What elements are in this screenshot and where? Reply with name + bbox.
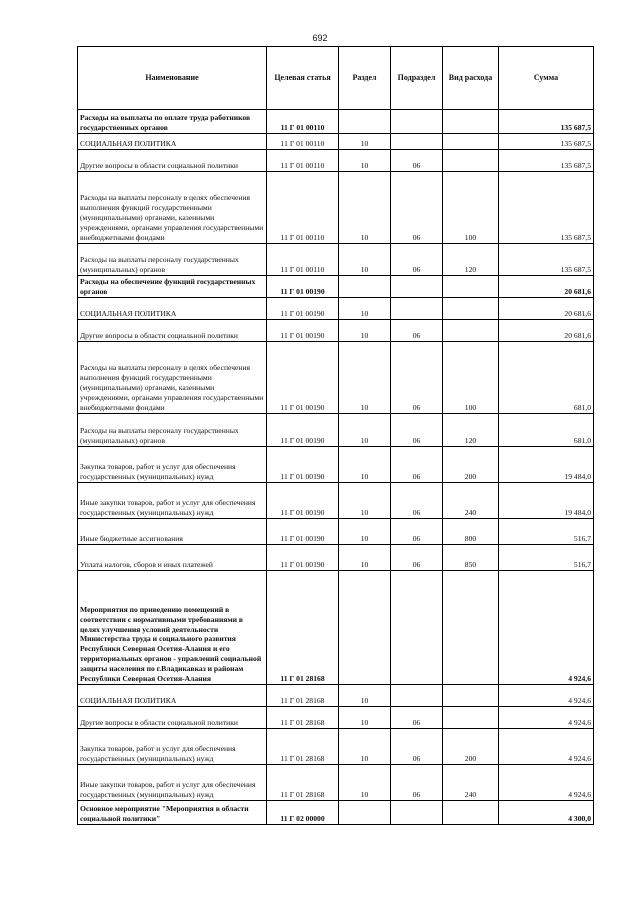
cell-section — [339, 801, 391, 825]
cell-amount: 20 681,6 — [499, 320, 594, 342]
column-header-expense-type: Вид расхода — [443, 47, 499, 110]
cell-name: Другие вопросы в области социальной политики — [78, 150, 267, 172]
cell-expense-type: 100 — [443, 172, 499, 244]
table-row — [78, 707, 594, 729]
cell-expense-type — [443, 110, 499, 134]
column-header-section: Раздел — [339, 47, 391, 110]
cell-amount: 516,7 — [499, 519, 594, 545]
cell-name: Расходы на выплаты персоналу в целях обеспечения выполнения функций государственными (муниципальными) органами, казенными учреждениями, органами управления государственными внебюджетными фондами — [78, 172, 267, 244]
cell-section: 10 — [339, 414, 391, 447]
cell-name: Мероприятия по приведению помещений в соответствии с нормативными требованиями в целях улучшения условий деятельности Министерства труда и социального развития Республики Северная Осетия-Алания и его территориальных органов - управлений социальной защиты населения по г.Владикавказ и районам Республики Северная Осетия-Алания — [78, 571, 267, 685]
cell-subsection — [391, 571, 443, 685]
cell-amount: 516,7 — [499, 545, 594, 571]
cell-name: Расходы на обеспечение функций государственных органов — [78, 276, 267, 298]
cell-subsection: 06 — [391, 707, 443, 729]
cell-subsection: 06 — [391, 729, 443, 765]
cell-subsection: 06 — [391, 414, 443, 447]
cell-subsection: 06 — [391, 150, 443, 172]
cell-expense-type — [443, 150, 499, 172]
cell-target-article: 11 Г 01 28168 — [267, 765, 339, 801]
cell-section: 10 — [339, 483, 391, 519]
cell-target-article: 11 Г 01 00190 — [267, 276, 339, 298]
cell-amount: 135 687,5 — [499, 172, 594, 244]
table-row — [78, 298, 594, 320]
cell-section: 10 — [339, 545, 391, 571]
cell-amount: 135 687,5 — [499, 150, 594, 172]
table-row — [78, 519, 594, 545]
table-row — [78, 276, 594, 298]
cell-amount: 4 924,6 — [499, 571, 594, 685]
cell-target-article: 11 Г 01 00110 — [267, 134, 339, 150]
table-row — [78, 414, 594, 447]
cell-amount: 135 687,5 — [499, 134, 594, 150]
cell-subsection — [391, 276, 443, 298]
cell-expense-type: 200 — [443, 447, 499, 483]
cell-target-article: 11 Г 01 00110 — [267, 150, 339, 172]
cell-section: 10 — [339, 685, 391, 707]
table-header-row — [78, 47, 594, 110]
cell-name: Иные бюджетные ассигнования — [78, 519, 267, 545]
table-row — [78, 244, 594, 276]
cell-name: Расходы на выплаты по оплате труда работников государственных органов — [78, 110, 267, 134]
cell-expense-type — [443, 298, 499, 320]
cell-subsection — [391, 110, 443, 134]
cell-expense-type — [443, 320, 499, 342]
cell-section: 10 — [339, 729, 391, 765]
cell-expense-type: 120 — [443, 244, 499, 276]
cell-name: Другие вопросы в области социальной политики — [78, 707, 267, 729]
table-row — [78, 571, 594, 685]
cell-target-article: 11 Г 01 28168 — [267, 707, 339, 729]
cell-amount: 19 484,0 — [499, 447, 594, 483]
column-header-amount: Сумма — [499, 47, 594, 110]
cell-name: Иные закупки товаров, работ и услуг для обеспечения государственных (муниципальных) нужд — [78, 483, 267, 519]
cell-amount: 4 924,6 — [499, 707, 594, 729]
cell-amount: 135 687,5 — [499, 244, 594, 276]
cell-target-article: 11 Г 02 00000 — [267, 801, 339, 825]
cell-expense-type — [443, 134, 499, 150]
column-header-name: Наименование — [78, 47, 267, 110]
budget-table — [77, 46, 594, 825]
cell-section: 10 — [339, 447, 391, 483]
cell-target-article: 11 Г 01 00190 — [267, 545, 339, 571]
cell-name: Расходы на выплаты персоналу государственных (муниципальных) органов — [78, 244, 267, 276]
cell-expense-type: 240 — [443, 483, 499, 519]
cell-section: 10 — [339, 320, 391, 342]
cell-section: 10 — [339, 244, 391, 276]
cell-subsection: 06 — [391, 545, 443, 571]
cell-section: 10 — [339, 707, 391, 729]
cell-expense-type: 200 — [443, 729, 499, 765]
cell-name: Закупка товаров, работ и услуг для обеспечения государственных (муниципальных) нужд — [78, 447, 267, 483]
cell-name: СОЦИАЛЬНАЯ ПОЛИТИКА — [78, 134, 267, 150]
table-row — [78, 172, 594, 244]
table-row — [78, 342, 594, 414]
cell-target-article: 11 Г 01 00190 — [267, 483, 339, 519]
cell-expense-type — [443, 571, 499, 685]
cell-section: 10 — [339, 150, 391, 172]
cell-name: Закупка товаров, работ и услуг для обеспечения государственных (муниципальных) нужд — [78, 729, 267, 765]
cell-subsection — [391, 685, 443, 707]
cell-expense-type — [443, 707, 499, 729]
table-row — [78, 483, 594, 519]
cell-expense-type: 100 — [443, 342, 499, 414]
cell-amount: 681,0 — [499, 414, 594, 447]
cell-target-article: 11 Г 01 00190 — [267, 342, 339, 414]
cell-amount: 135 687,5 — [499, 110, 594, 134]
cell-section — [339, 571, 391, 685]
cell-section — [339, 276, 391, 298]
table-row — [78, 320, 594, 342]
column-header-target-article: Целевая статья — [267, 47, 339, 110]
cell-amount: 4 300,0 — [499, 801, 594, 825]
cell-section: 10 — [339, 765, 391, 801]
table-row — [78, 134, 594, 150]
cell-name: СОЦИАЛЬНАЯ ПОЛИТИКА — [78, 298, 267, 320]
column-header-subsection: Подраздел — [391, 47, 443, 110]
cell-target-article: 11 Г 01 28168 — [267, 685, 339, 707]
cell-subsection: 06 — [391, 342, 443, 414]
cell-expense-type: 850 — [443, 545, 499, 571]
cell-section: 10 — [339, 519, 391, 545]
cell-subsection: 06 — [391, 320, 443, 342]
cell-section: 10 — [339, 298, 391, 320]
cell-expense-type: 800 — [443, 519, 499, 545]
cell-amount: 19 484,0 — [499, 483, 594, 519]
cell-expense-type: 240 — [443, 765, 499, 801]
cell-expense-type — [443, 801, 499, 825]
page-number: 692 — [312, 33, 328, 43]
cell-target-article: 11 Г 01 00190 — [267, 414, 339, 447]
cell-target-article: 11 Г 01 28168 — [267, 571, 339, 685]
cell-section: 10 — [339, 134, 391, 150]
cell-amount: 4 924,6 — [499, 729, 594, 765]
cell-expense-type — [443, 276, 499, 298]
cell-subsection: 06 — [391, 172, 443, 244]
cell-target-article: 11 Г 01 00190 — [267, 298, 339, 320]
cell-amount: 4 924,6 — [499, 685, 594, 707]
cell-expense-type — [443, 685, 499, 707]
cell-subsection: 06 — [391, 483, 443, 519]
cell-name: Уплата налогов, сборов и иных платежей — [78, 545, 267, 571]
cell-name: Основное мероприятие "Мероприятия в области социальной политики" — [78, 801, 267, 825]
table-row — [78, 685, 594, 707]
cell-subsection — [391, 298, 443, 320]
table-row — [78, 545, 594, 571]
cell-target-article: 11 Г 01 00190 — [267, 447, 339, 483]
cell-amount: 681,0 — [499, 342, 594, 414]
cell-subsection: 06 — [391, 519, 443, 545]
table-row — [78, 150, 594, 172]
cell-target-article: 11 Г 01 28168 — [267, 729, 339, 765]
cell-subsection — [391, 801, 443, 825]
table-row — [78, 110, 594, 134]
table-row — [78, 729, 594, 765]
cell-amount: 20 681,6 — [499, 298, 594, 320]
cell-subsection: 06 — [391, 244, 443, 276]
cell-target-article: 11 Г 01 00190 — [267, 320, 339, 342]
cell-target-article: 11 Г 01 00190 — [267, 519, 339, 545]
cell-name: СОЦИАЛЬНАЯ ПОЛИТИКА — [78, 685, 267, 707]
cell-amount: 20 681,6 — [499, 276, 594, 298]
cell-name: Расходы на выплаты персоналу в целях обеспечения выполнения функций государственными (муниципальными) органами, казенными учреждениями, органами управления государственными внебюджетными фондами — [78, 342, 267, 414]
table-row — [78, 765, 594, 801]
cell-section: 10 — [339, 342, 391, 414]
cell-section — [339, 110, 391, 134]
cell-target-article: 11 Г 01 00110 — [267, 110, 339, 134]
table-row — [78, 801, 594, 825]
cell-amount: 4 924,6 — [499, 765, 594, 801]
table-body — [78, 110, 594, 825]
cell-expense-type: 120 — [443, 414, 499, 447]
cell-target-article: 11 Г 01 00110 — [267, 172, 339, 244]
cell-name: Иные закупки товаров, работ и услуг для обеспечения государственных (муниципальных) нужд — [78, 765, 267, 801]
cell-subsection: 06 — [391, 447, 443, 483]
cell-name: Расходы на выплаты персоналу государственных (муниципальных) органов — [78, 414, 267, 447]
cell-name: Другие вопросы в области социальной политики — [78, 320, 267, 342]
cell-target-article: 11 Г 01 00110 — [267, 244, 339, 276]
cell-subsection — [391, 134, 443, 150]
table-row — [78, 447, 594, 483]
cell-subsection: 06 — [391, 765, 443, 801]
cell-section: 10 — [339, 172, 391, 244]
